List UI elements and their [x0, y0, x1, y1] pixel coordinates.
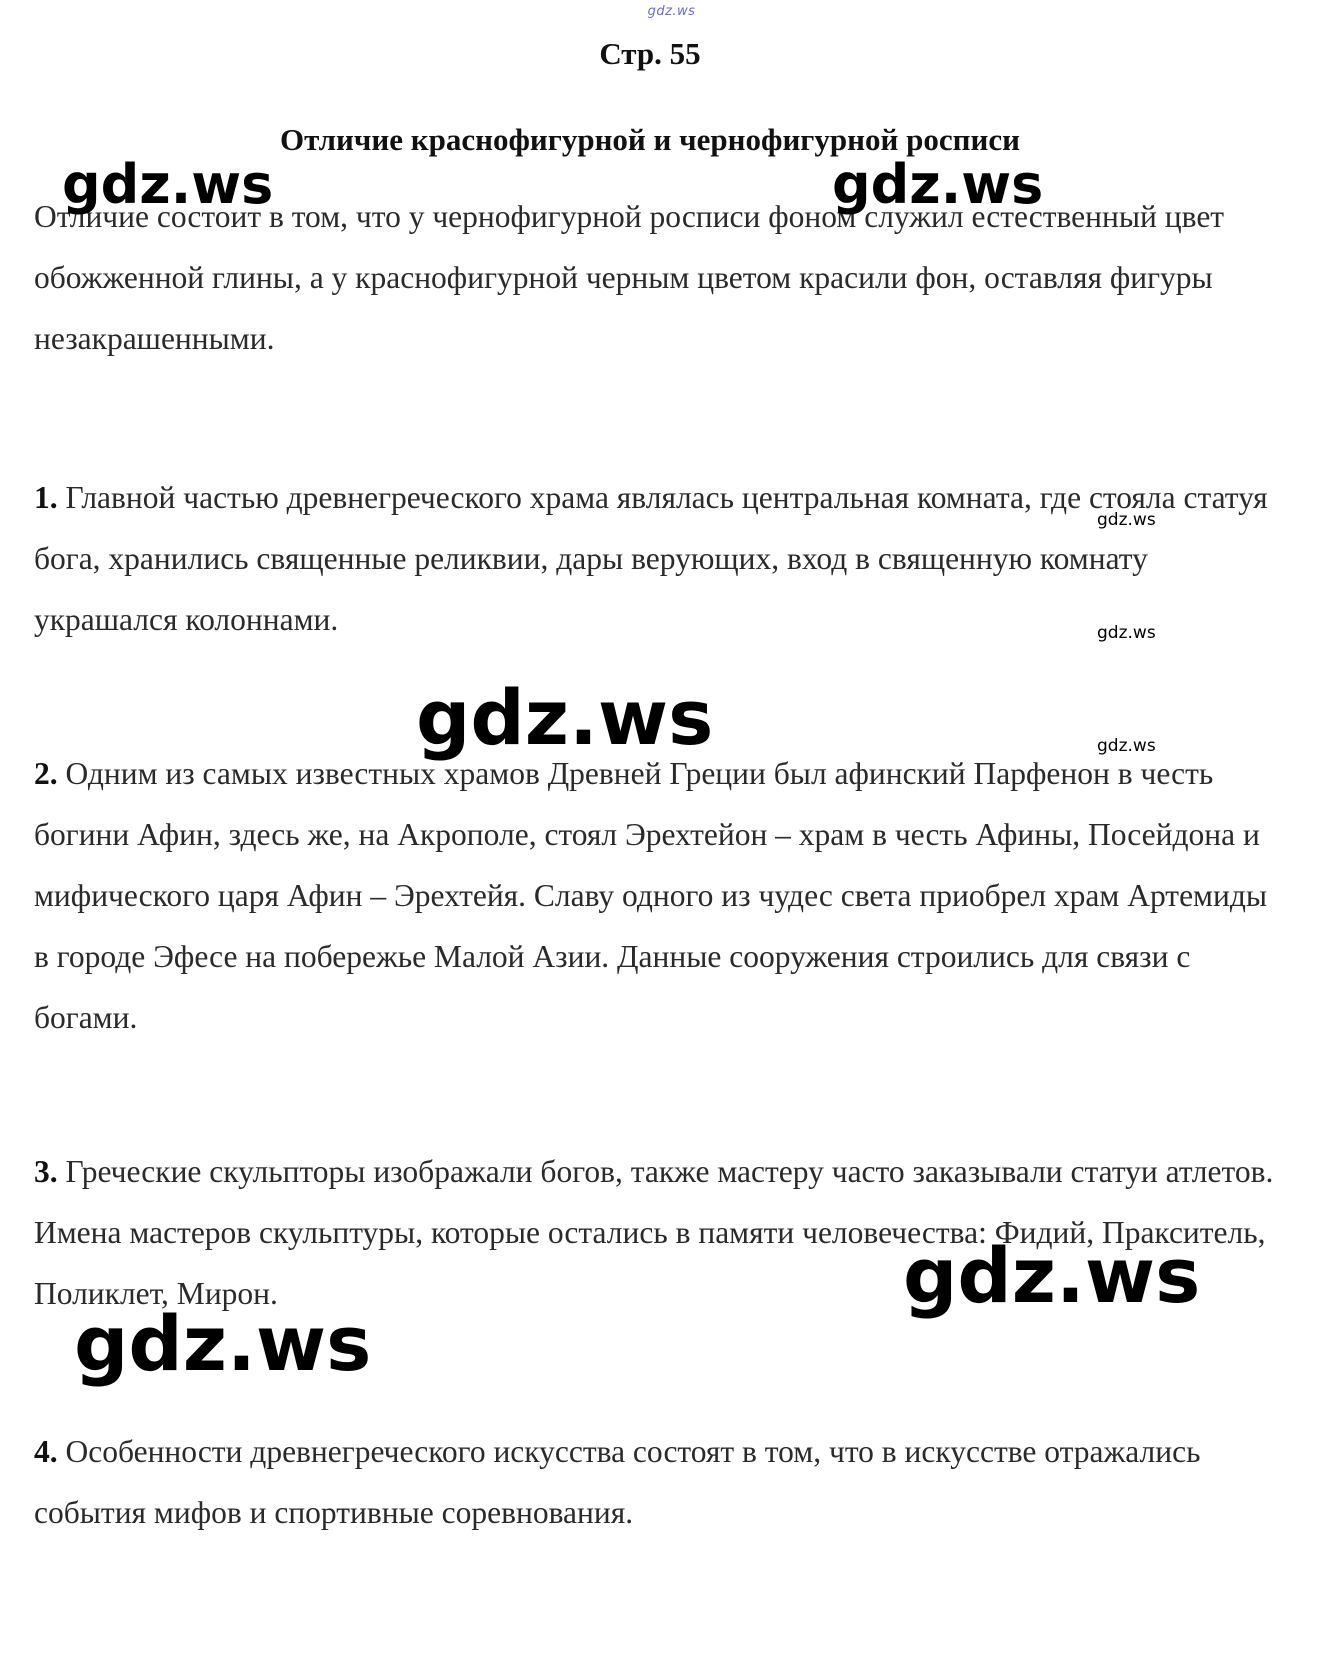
- top-watermark: gdz.ws: [647, 4, 696, 19]
- answer-text: Греческие скульпторы изображали богов, также мастеру часто заказывали статуи атлетов. Имена мастеров скульптуры, которые остались в памяти человечества: Фидий, Пракситель, Поликлет, Мирон.: [34, 1154, 1274, 1311]
- answer-4: [34, 1421, 1274, 1543]
- answer-1: [34, 467, 1274, 650]
- watermark: gdz.ws: [1097, 623, 1156, 643]
- watermark: gdz.ws: [74, 1299, 372, 1388]
- watermark: gdz.ws: [903, 1231, 1201, 1320]
- answer-text: Одним из самых известных храмов Древней Греции был афинский Парфенон в честь богини Афин, здесь же, на Акрополе, стоял Эрехтейон – храм в честь Афины, Посейдона и мифического царя Афин – Эрехтейя. Славу одного из чудес света приобрел храм Артемиды в городе Эфесе на побережье Малой Азии. Данные сооружения строились для связи с богами.: [34, 756, 1268, 1035]
- watermark: gdz.ws: [1097, 510, 1156, 530]
- watermark: gdz.ws: [62, 153, 274, 216]
- answer-number: 1.: [34, 480, 58, 515]
- intro-text: Отличие состоит в том, что у чернофигурной росписи фоном служил естественный цвет обожженной глины, а у краснофигурной черным цветом красили фон, оставляя фигуры незакрашенными.: [34, 199, 1225, 356]
- answer-2: [34, 743, 1274, 1048]
- answer-number: 2.: [34, 756, 58, 791]
- watermark: gdz.ws: [832, 153, 1044, 216]
- section-title: Отличие краснофигурной и чернофигурной росписи: [280, 122, 1020, 157]
- answer-text: Особенности древнегреческого искусства состоят в том, что в искусстве отражались события мифов и спортивные соревнования.: [34, 1434, 1201, 1530]
- watermark: gdz.ws: [1097, 736, 1156, 756]
- page-number: Стр. 55: [599, 36, 701, 71]
- answer-number: 4.: [34, 1434, 58, 1469]
- watermark: gdz.ws: [416, 673, 714, 762]
- answer-text: Главной частью древнегреческого храма являлась центральная комната, где стояла статуя бога, хранились священные реликвии, дары верующих, вход в священную комнату украшался колоннами.: [34, 480, 1268, 637]
- answer-number: 3.: [34, 1154, 58, 1189]
